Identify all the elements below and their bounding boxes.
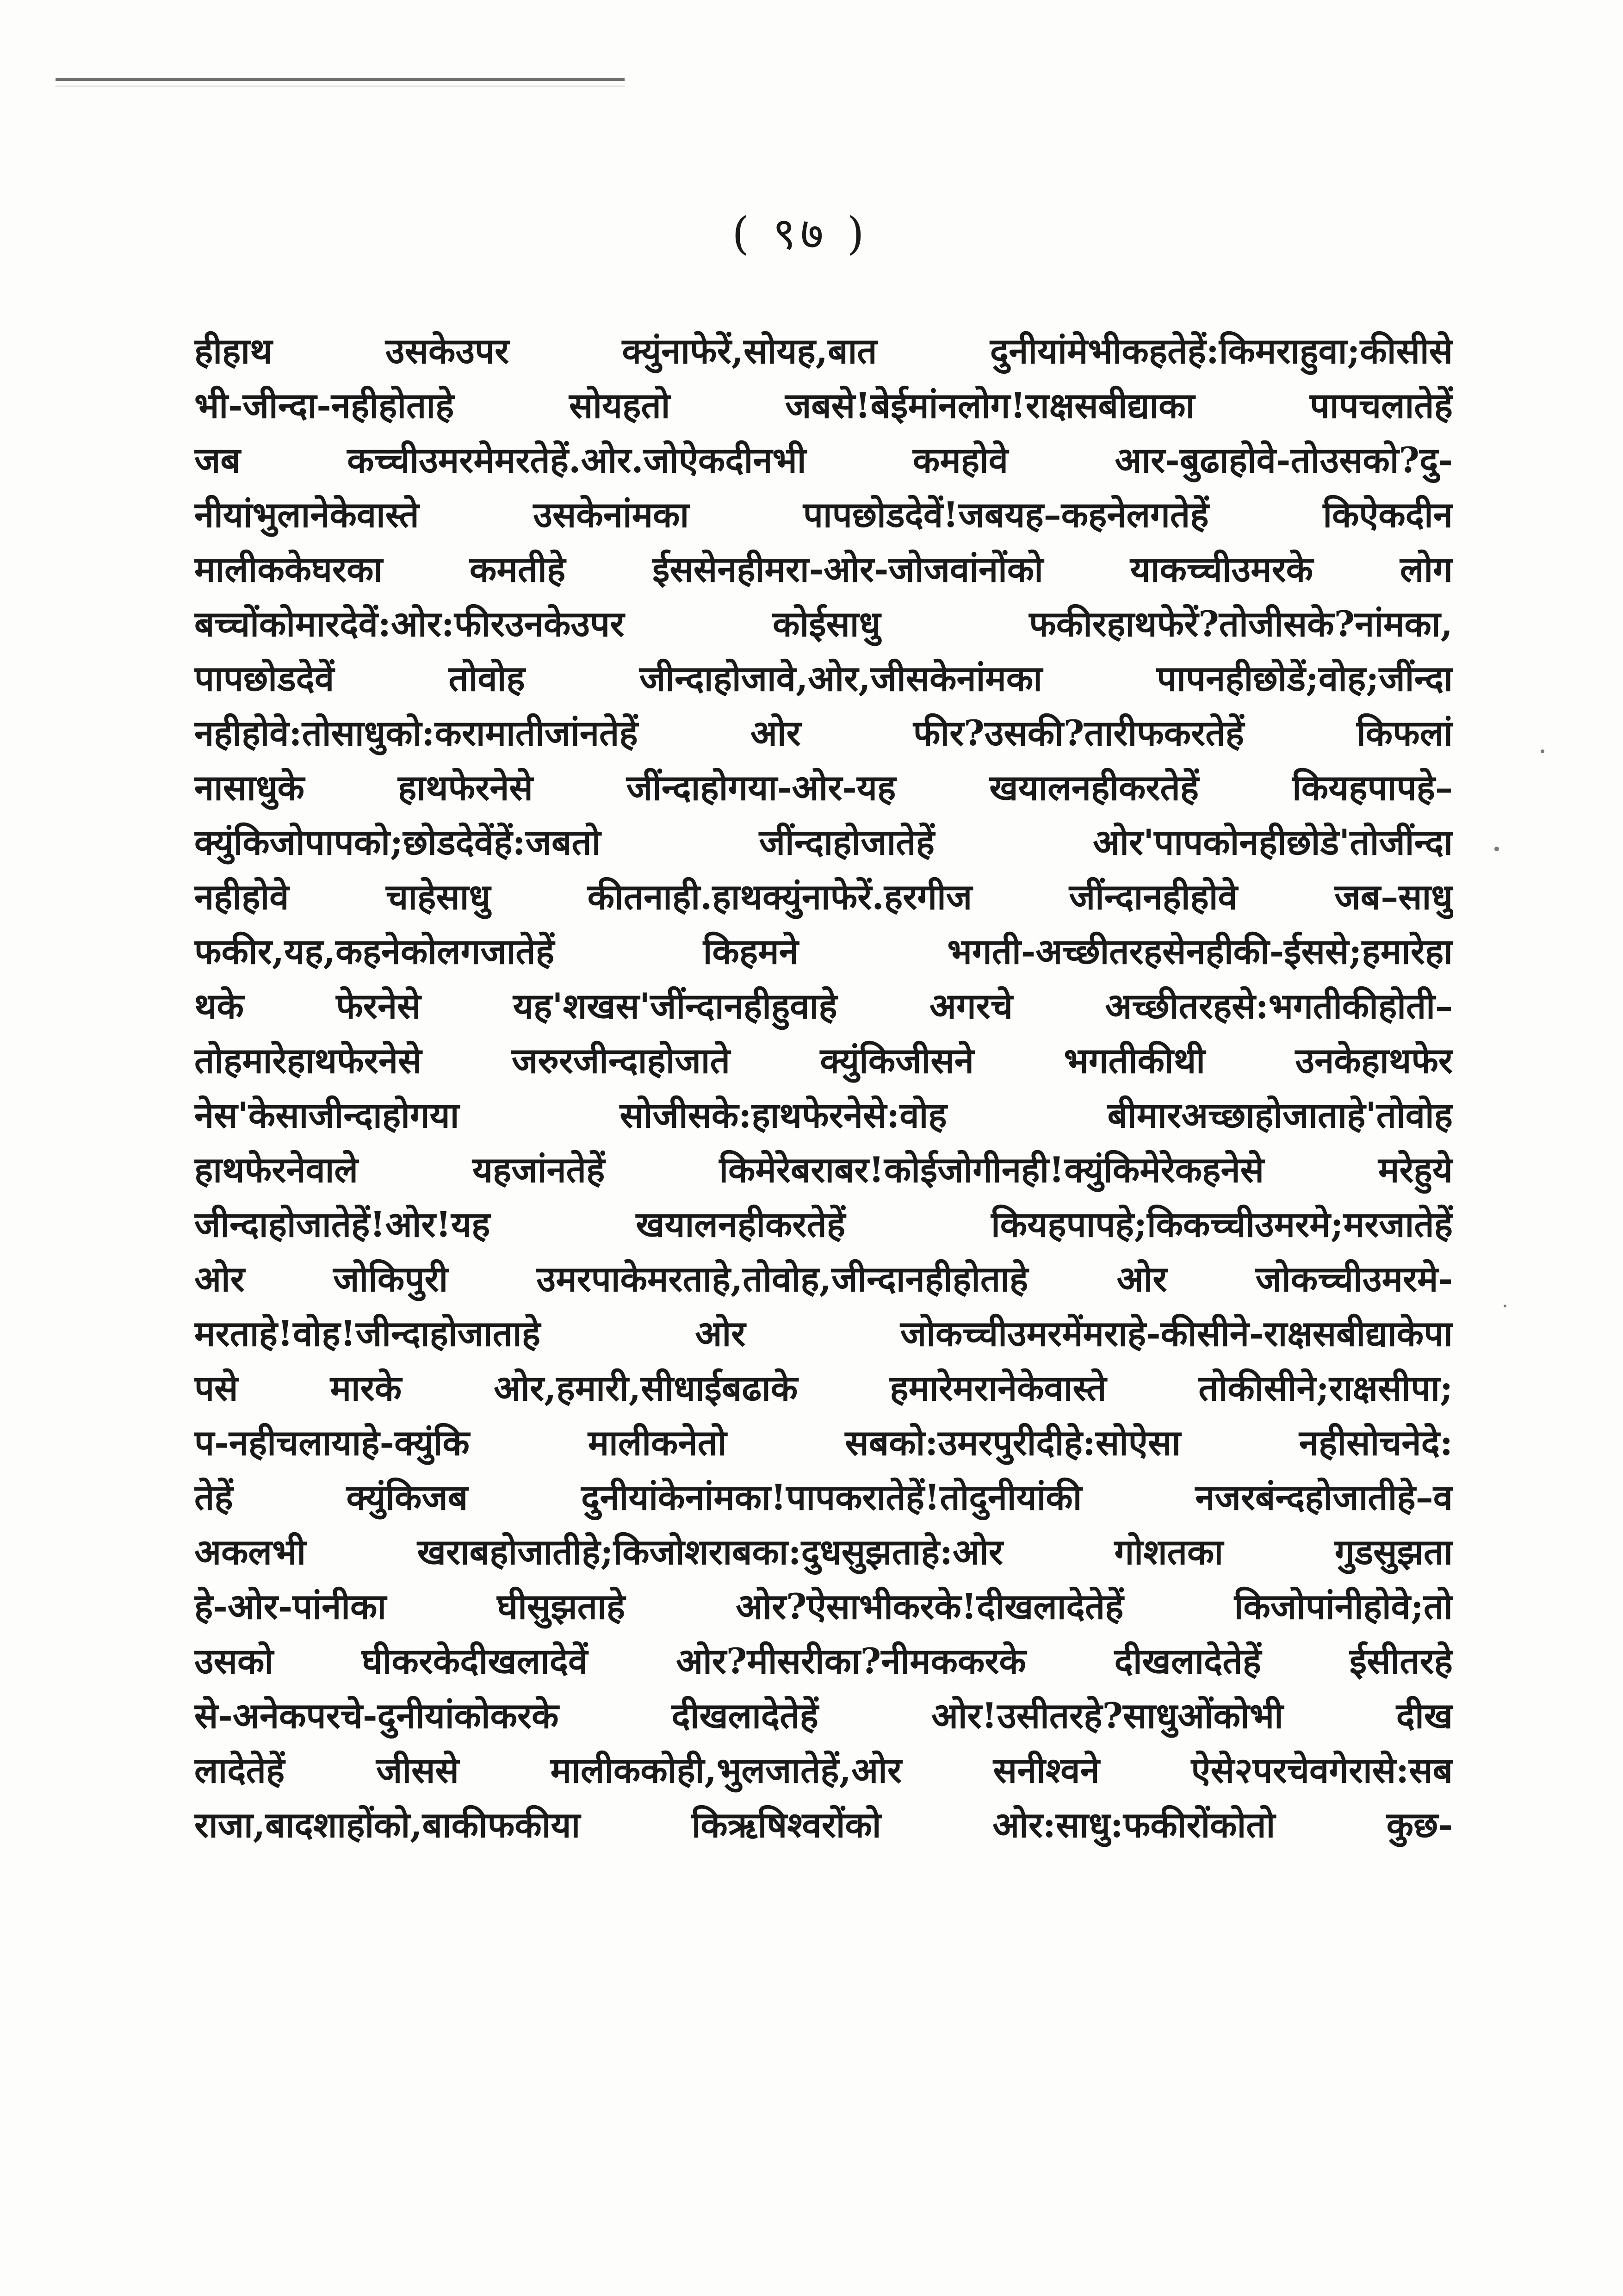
text-line: नेस'केसाजीन्दाहोगया सोजीसके:हाथफेरनेसे:वोह बीमारअच्छाहोजाताहे'तोवोह bbox=[194, 1095, 1453, 1136]
scan-speck bbox=[1494, 847, 1499, 851]
text-line: ओर जोकिपुरी उमरपाकेमरताहे,तोवोह,जीन्दानहीहोताहे ओर जोकच्चीउमरमे- bbox=[194, 1258, 1453, 1300]
text-line: फकीर,यह,कहनेकोलगजातेहें किहमने भगती-अच्छीतरहसेनहीकी-ईससे;हमारेहा bbox=[194, 931, 1453, 972]
text-line: नहीहोवे चाहेसाधु कीतनाही.हाथक्युंनाफेरें.हरगीज जींन्दानहीहोवे जब–साधु bbox=[194, 876, 1453, 917]
text-line: से-अनेकपरचे-दुनीयांकोकरके दीखलादेतेहें ओर!उसीतरहे?साधुओंकोभी दीख bbox=[194, 1695, 1453, 1736]
scan-speck bbox=[1541, 749, 1544, 753]
text-line: जब कच्चीउमरमेमरतेहें.ओर.जोऐकदीनभी कमहोवे आर-बुढाहोवे-तोउसको?दु- bbox=[194, 439, 1453, 481]
page-number: ( ९७ ) bbox=[732, 208, 869, 260]
text-line: पापछोडदेवें तोवोह जीन्दाहोजावे,ओर,जीसकेनांमका पापनहीछोडें;वोह;जींन्दा bbox=[194, 658, 1453, 699]
text-line: मालीककेघरका कमतीहे ईससेनहीमरा-ओर-जोजवांनोंको याकच्चीउमरके लोग bbox=[194, 549, 1453, 590]
text-line: बच्चोंकोमारदेवें:ओर:फीरउनकेउपर कोईसाधु फकीरहाथफेरें?तोजीसके?नांमका, bbox=[194, 603, 1453, 644]
text-line: राजा,बादशाहोंको,बाकीफकीया किऋषिश्वरोंको ओर:साधु:फकीरोंकोतो कुछ- bbox=[194, 1804, 1453, 1845]
body-text bbox=[194, 324, 1453, 1852]
text-line: हाथफेरनेवाले यहजांनतेहें किमेरेबराबर!कोईजोगीनही!क्युंकिमेरेकहनेसे मरेहुये bbox=[194, 1149, 1453, 1190]
text-line: जीन्दाहोजातेहें!ओर!यह खयालनहीकरतेहें कियहपापहे;किकच्चीउमरमे;मरजातेहें bbox=[194, 1204, 1453, 1245]
text-line: लादेतेहें जीससे मालीककोही,भुलजातेहें,ओर सनीश्वने ऐसे२परचेवगेरासे:सब bbox=[194, 1750, 1453, 1791]
text-line: पसे मारके ओर,हमारी,सीधाईबढाके हमारेमरानेकेवास्ते तोकीसीने;राक्षसीपा; bbox=[194, 1368, 1453, 1409]
text-line: नासाधुके हाथफेरनेसे जींन्दाहोगया-ओर-यह खयालनहीकरतेहें कियहपापहे– bbox=[194, 767, 1453, 808]
text-line: मरताहे!वोह!जीन्दाहोजाताहे ओर जोकच्चीउमरमेंमराहे-कीसीने-राक्षसबीद्याकेपा bbox=[194, 1313, 1453, 1354]
text-line: नीयांभुलानेकेवास्ते उसकेनांमका पापछोडदेवें!जबयह–कहनेलगतेहें किऐकदीन bbox=[194, 494, 1453, 535]
text-line: थके फेरनेसे यह'शखस'जींन्दानहीहुवाहे अगरचे अच्छीतरहसे:भगतीकीहोती– bbox=[194, 985, 1453, 1027]
scan-speck bbox=[1504, 1305, 1506, 1307]
top-rule bbox=[56, 78, 625, 81]
text-line: तोहमारेहाथफेरनेसे जरुरजीन्दाहोजाते क्युंकिजीसने भगतीकीथी उनकेहाथफेर bbox=[194, 1040, 1453, 1081]
text-line: नहीहोवे:तोसाधुको:करामातीजांनतेहें ओर फीर?उसकी?तारीफकरतेहें किफलां bbox=[194, 712, 1453, 754]
text-line: हे-ओर-पांनीका घीसुझताहे ओर?ऐसाभीकरके!दीखलादेतेहें किजोपांनीहोवे;तो bbox=[194, 1586, 1453, 1627]
text-line: प-नहीचलायाहे-क्युंकि मालीकनेतो सबको:उमरपुरीदीहे:सोऐसा नहीसोचनेदे: bbox=[194, 1422, 1453, 1463]
text-line: उसको घीकरकेदीखलादेवें ओर?मीसरीका?नीमककरके दीखलादेतेहें ईसीतरहे bbox=[194, 1640, 1453, 1682]
text-line: हीहाथ उसकेउपर क्युंनाफेरें,सोयह,बात दुनीयांमेभीकहतेहें:किमराहुवा;कीसीसे bbox=[194, 330, 1453, 371]
top-rule-shadow bbox=[56, 86, 625, 87]
text-line: तेहें क्युंकिजब दुनीयांकेनांमका!पापकरातेहें!तोदुनीयांकी नजरबंन्दहोजातीहे–व bbox=[194, 1477, 1453, 1518]
text-line: भी-जीन्दा-नहीहोताहे सोयहतो जबसे!बेईमांनलोग!राक्षसबीद्याका पापचलातेहें bbox=[194, 385, 1453, 426]
text-line: क्युंकिजोपापको;छोडदेवेंहें:जबतो जींन्दाहोजातेहें ओर'पापकोनहीछोडे'तोजींन्दा bbox=[194, 822, 1453, 863]
text-line: अकलभी खराबहोजातीहे;किजोशराबका:दुधसुझताहे:ओर गोशतका गुडसुझता bbox=[194, 1531, 1453, 1572]
